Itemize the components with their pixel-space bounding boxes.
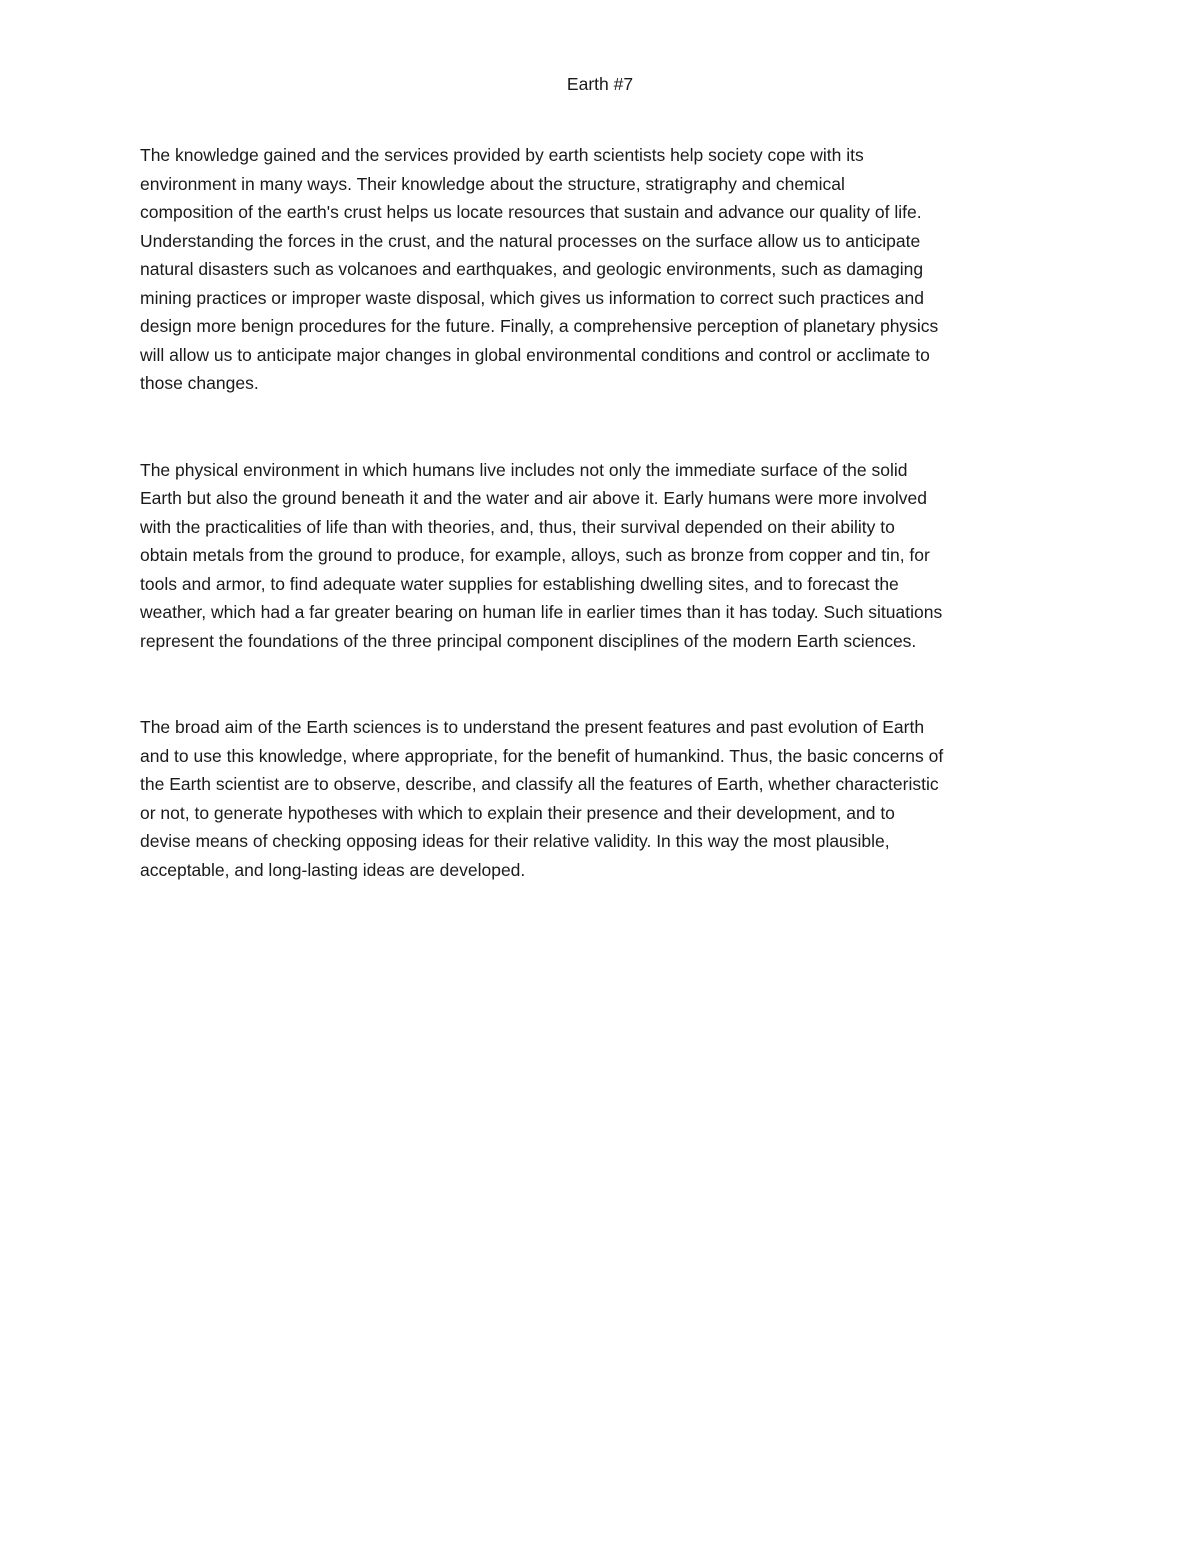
text-line: will allow us to anticipate major changes in global environmental conditions and control or acclimate to: [140, 344, 930, 365]
text-line: design more benign procedures for the future. Finally, a comprehensive perception of planetary physics: [140, 316, 939, 336]
text-line: tools and armor, to find adequate water supplies for establishing dwelling sites, and to forecast the: [140, 573, 899, 594]
text-line: The knowledge gained and the services provided by earth scientists help society cope with its: [140, 145, 864, 165]
paragraph-1: [140, 141, 1070, 398]
text-line: Understanding the forces in the crust, and the natural processes on the surface allow us to anticipate: [140, 230, 921, 251]
text-line: environment in many ways. Their knowledge about the structure, stratigraphy and chemical: [140, 173, 845, 194]
text-line: The broad aim of the Earth sciences is to understand the present features and past evolution of Earth: [140, 717, 925, 737]
text-line: and to use this knowledge, where appropriate, for the benefit of humankind. Thus, the basic concerns of: [140, 745, 944, 766]
text-line: Earth but also the ground beneath it and the water and air above it. Early humans were more involved: [140, 488, 927, 508]
text-line: composition of the earth's crust helps us locate resources that sustain and advance our quality of life.: [140, 202, 922, 222]
text-line: represent the foundations of the three principal component disciplines of the modern Earth sciences.: [140, 630, 917, 651]
text-line: weather, which had a far greater bearing on human life in earlier times than it has today. Such situations: [140, 602, 943, 622]
paragraph-2: [140, 456, 1070, 656]
paragraph-3: [140, 713, 1070, 884]
document-body: [140, 141, 1070, 884]
text-line: those changes.: [140, 373, 259, 393]
text-line: The physical environment in which humans live includes not only the immediate surface of the solid: [140, 459, 908, 480]
text-line: or not, to generate hypotheses with which to explain their presence and their development, and to: [140, 802, 895, 823]
text-line: devise means of checking opposing ideas for their relative validity. In this way the most plausible,: [140, 831, 890, 851]
page-title: Earth #7: [566, 74, 634, 94]
text-line: natural disasters such as volcanoes and earthquakes, and geologic environments, such as damaging: [140, 259, 924, 279]
text-line: obtain metals from the ground to produce, for example, alloys, such as bronze from copper and tin, for: [140, 545, 930, 565]
text-line: the Earth scientist are to observe, describe, and classify all the features of Earth, whether characteristic: [140, 774, 939, 794]
text-line: acceptable, and long-lasting ideas are developed.: [140, 859, 526, 880]
text-line: mining practices or improper waste disposal, which gives us information to correct such practices and: [140, 287, 924, 308]
text-line: with the practicalities of life than with theories, and, thus, their survival depended on their ability to: [140, 516, 895, 537]
